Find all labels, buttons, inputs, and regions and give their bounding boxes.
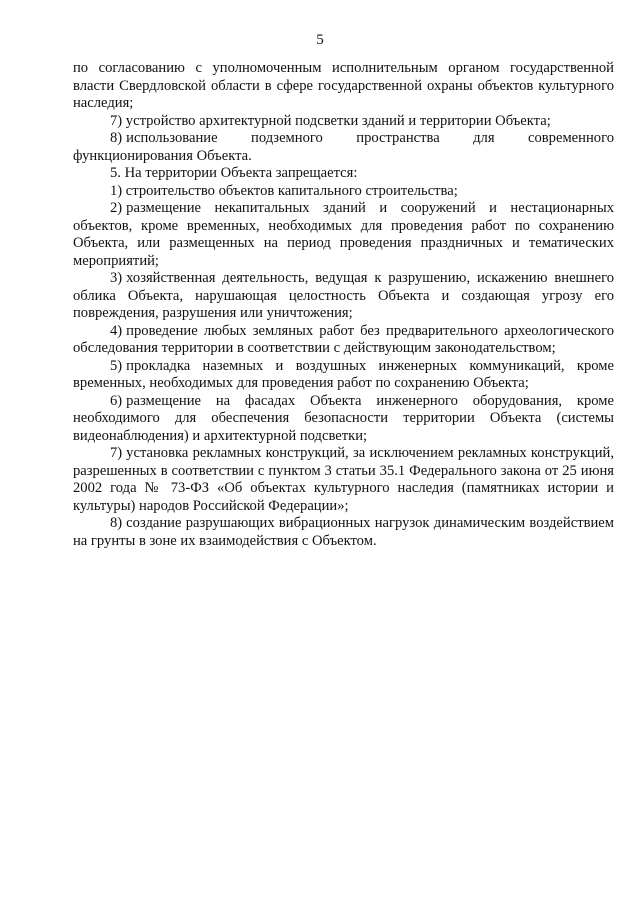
item-number: 7) xyxy=(110,445,123,461)
item-number: 2) xyxy=(110,200,123,216)
paragraph-text: прокладка наземных и воздушных инженерных коммуникаций, кроме временных, необходимых для проведения работ по сохранению Объекта; xyxy=(73,357,614,391)
prohibition-item-5 xyxy=(73,358,614,393)
item-number: 8) xyxy=(110,515,123,531)
prohibition-item-7 xyxy=(73,445,614,515)
paragraph-text: установка рекламных конструкций, за исключением рекламных конструкций, разрешенных в соответствии с пунктом 3 статьи 35.1 Федерального закона от 25 июня 2002 года № 73-ФЗ «Об объектах культурного наследия (памятниках истории и культуры) народов Российской Федерации»; xyxy=(73,445,614,514)
paragraph-text: 7) устройство архитектурной подсветки зданий и территории Объекта; xyxy=(110,112,551,129)
section-heading-5 xyxy=(73,165,614,183)
item-number: 8) xyxy=(110,130,123,146)
document-body xyxy=(73,60,614,550)
prohibition-item-4 xyxy=(73,323,614,358)
paragraph-text: 1) строительство объектов капитального строительства; xyxy=(110,182,458,199)
prohibition-item-2 xyxy=(73,200,614,270)
prohibition-item-8 xyxy=(73,515,614,550)
paragraph-continuation xyxy=(73,60,614,113)
paragraph-text: создание разрушающих вибрационных нагрузок динамическим воздействием на грунты в зоне их взаимодействия с Объектом. xyxy=(73,515,614,549)
prohibition-item-3 xyxy=(73,270,614,323)
item-number: 5) xyxy=(110,357,123,374)
paragraph-text: размещение некапитальных зданий и сооружений и нестационарных объектов, кроме временных, необходимых для проведения работ по сохранению Объекта, или размещенных на период проведения праздничных и тематических мероприятий; xyxy=(73,200,614,269)
list-item-8 xyxy=(73,130,614,165)
paragraph-text: использование подземного пространства для современного функционирования Объекта. xyxy=(73,130,614,164)
item-number: 6) xyxy=(110,392,123,409)
paragraph-text: по согласованию с уполномоченным исполнительным органом государственной власти Свердловской области в сфере государственной охраны объектов культурного наследия; xyxy=(73,60,614,111)
list-item-7 xyxy=(73,113,614,131)
page-number: 5 xyxy=(316,32,324,48)
paragraph-text: 5. На территории Объекта запрещается: xyxy=(110,165,358,181)
paragraph-text: хозяйственная деятельность, ведущая к разрушению, искажению внешнего облика Объекта, нарушающая целостность Объекта и создающая угрозу его повреждения, разрушения или уничтожения; xyxy=(73,270,614,321)
prohibition-item-1 xyxy=(73,183,614,201)
item-number: 3) xyxy=(110,270,123,286)
paragraph-text: размещение на фасадах Объекта инженерного оборудования, кроме необходимого для обеспечения безопасности территории Объекта (системы видеонаблюдения) и архитектурной подсветки; xyxy=(73,392,614,444)
prohibition-item-6 xyxy=(73,393,614,446)
item-number: 4) xyxy=(110,322,123,339)
paragraph-text: проведение любых земляных работ без предварительного археологического обследования территории в соответствии с действующим законодательством; xyxy=(73,322,614,356)
